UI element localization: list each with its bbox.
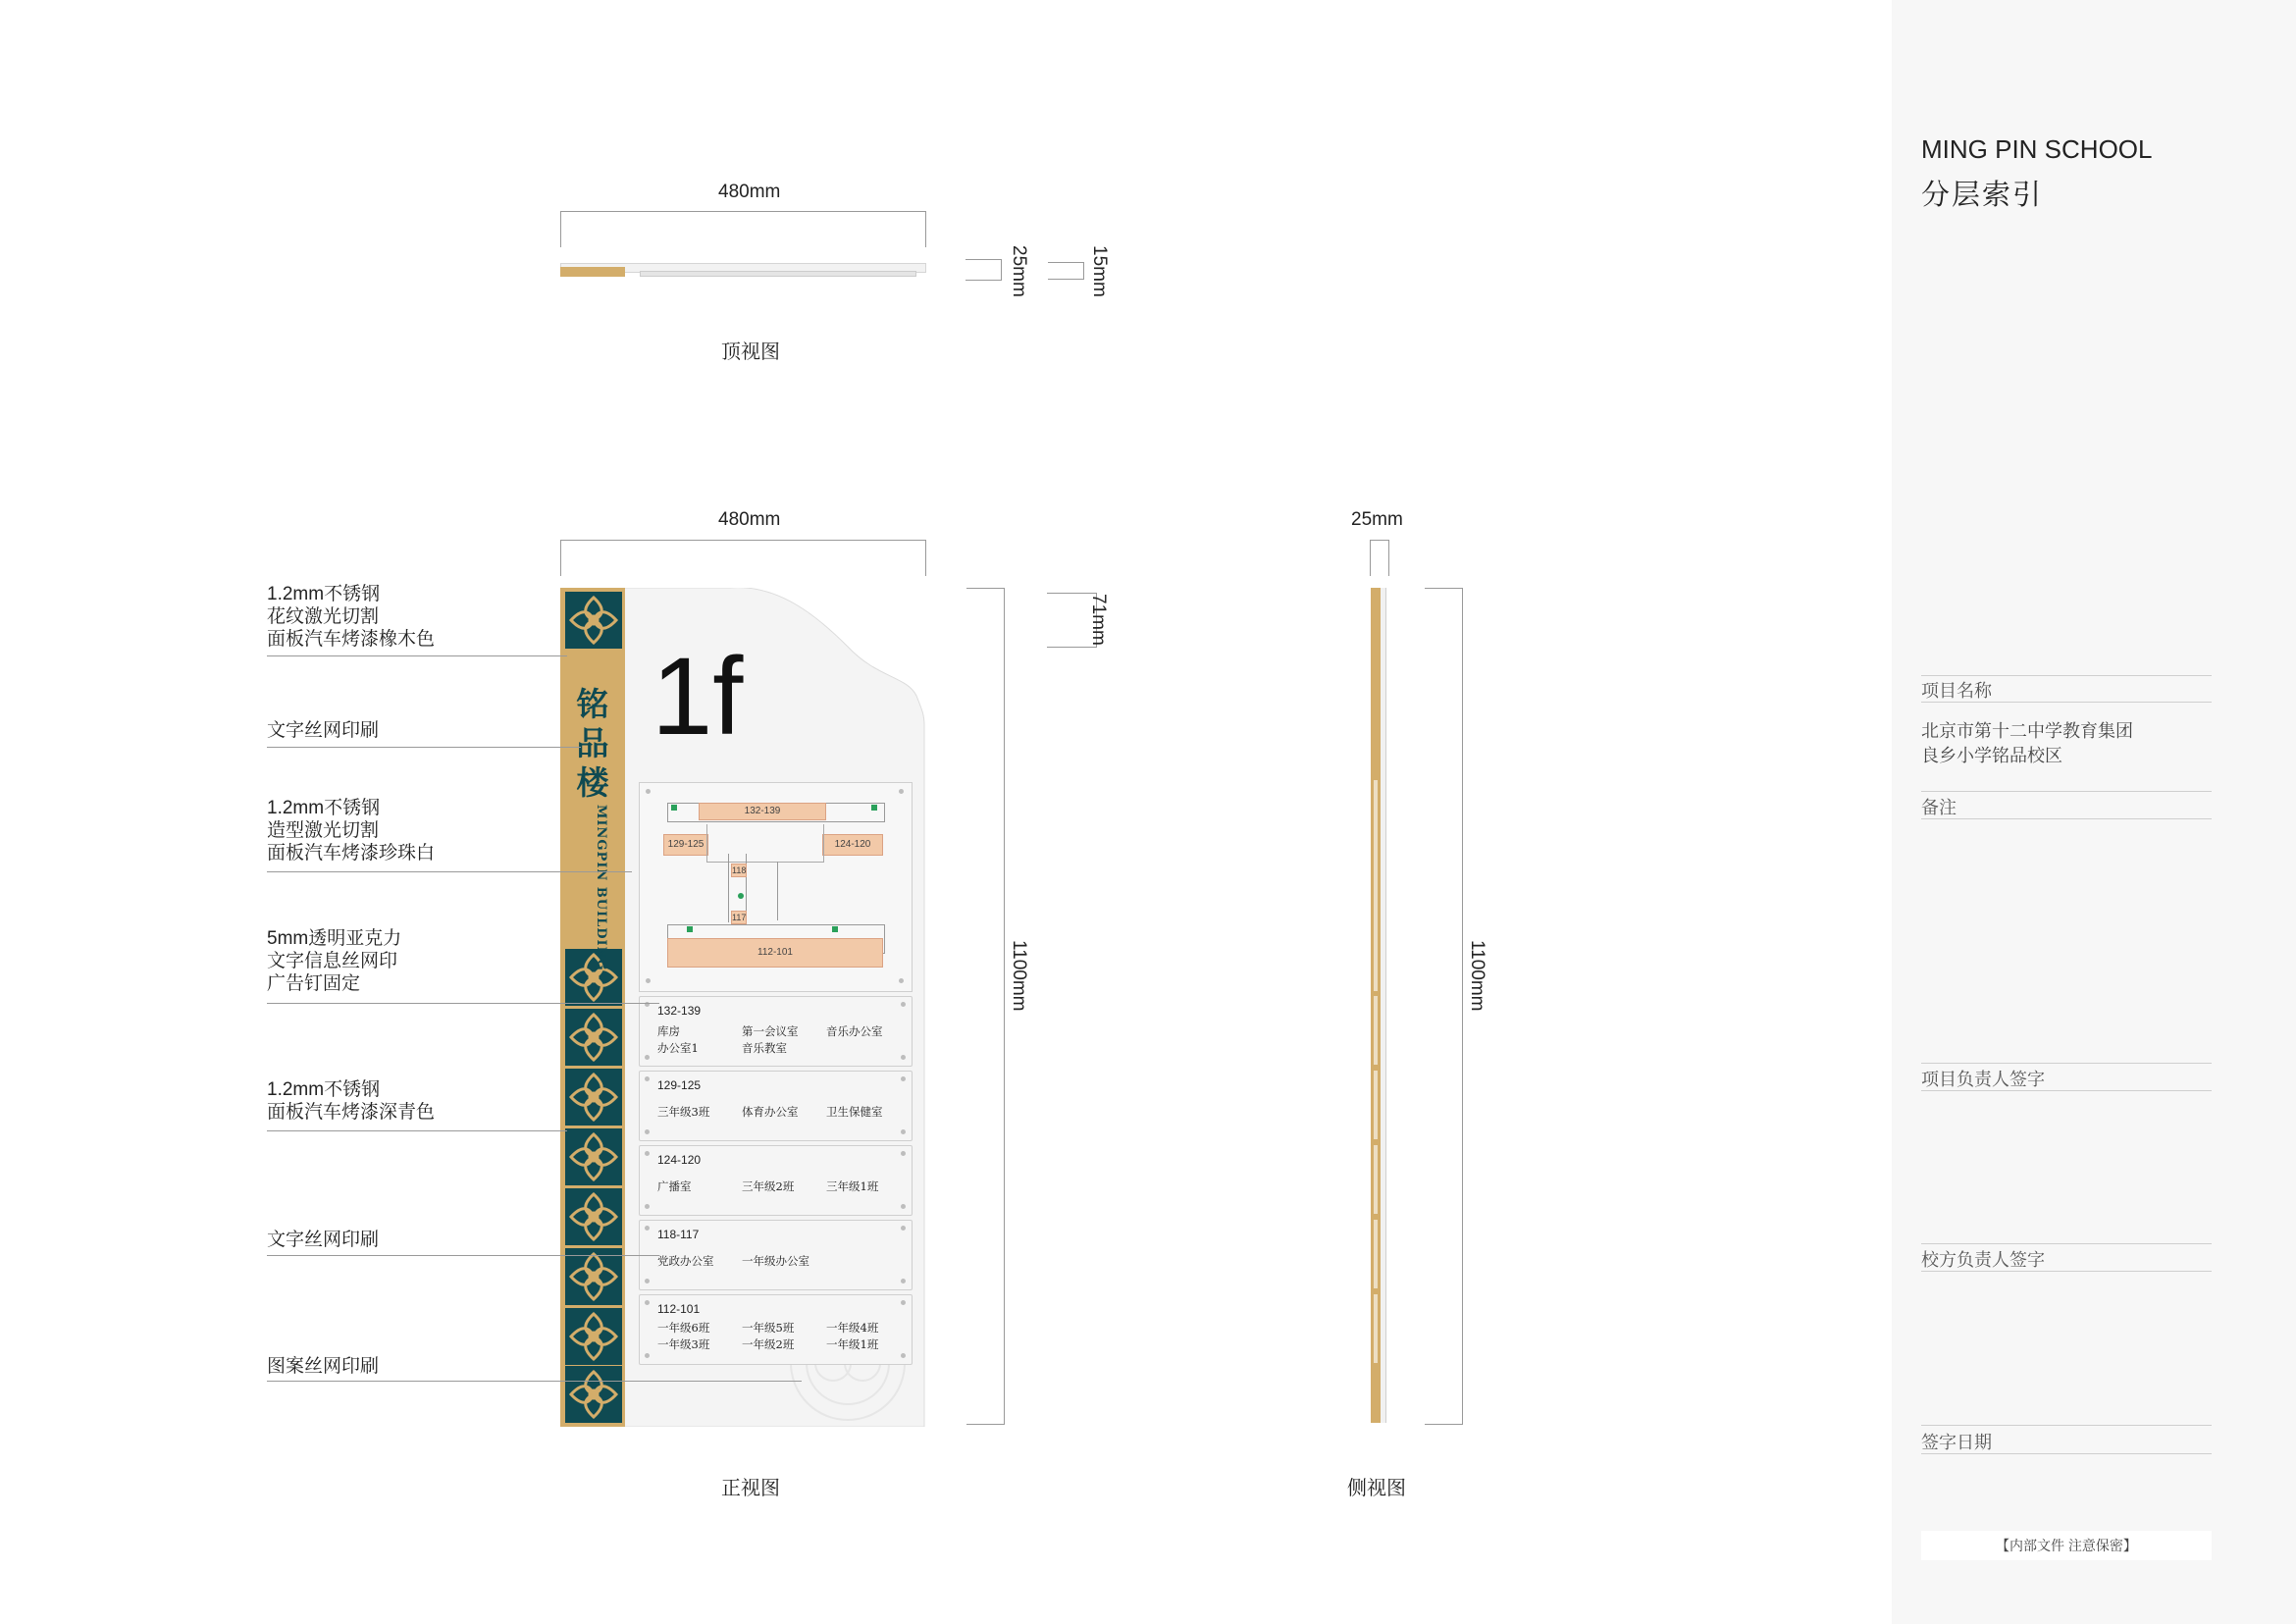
side-height-label: 1100mm	[1467, 940, 1487, 1012]
top-view-gold-edge	[560, 267, 625, 277]
card-range: 112-101	[657, 1302, 701, 1316]
top-view-acrylic	[640, 271, 916, 277]
card-range: 129-125	[657, 1078, 702, 1092]
map-room-mid1: 118	[732, 865, 747, 875]
side-height-dimension	[1425, 588, 1463, 1425]
divider	[1921, 791, 2212, 792]
front-height-label: 1100mm	[1009, 940, 1029, 1012]
pattern-column-icon	[565, 949, 622, 1423]
map-outline-middle	[706, 824, 824, 863]
top-thickness-label: 25mm	[1009, 245, 1029, 297]
leader-line	[267, 655, 567, 656]
card-range: 124-120	[657, 1153, 702, 1167]
top-offset-label: 71mm	[1088, 594, 1109, 646]
exit-icon	[871, 805, 877, 811]
side-standoff	[1374, 996, 1378, 1065]
project-name-label: 项目名称	[1921, 681, 1992, 701]
side-standoff	[1374, 780, 1378, 991]
building-name-cn: 铭品楼	[576, 685, 609, 802]
card-row: 党政办公室 一年级办公室	[657, 1254, 809, 1268]
divider	[1921, 1453, 2212, 1454]
divider	[1921, 1243, 2212, 1244]
callout-teal-steel: 1.2mm不锈钢 面板汽车烤漆深青色	[267, 1079, 436, 1123]
room-card	[639, 1220, 913, 1290]
signature-date-label: 签字日期	[1921, 1433, 1992, 1452]
side-standoff	[1374, 1294, 1378, 1363]
room-card	[639, 1071, 913, 1141]
exit-icon	[687, 926, 693, 932]
school-lead-signature-label: 校方负责人签字	[1921, 1250, 2045, 1270]
card-row: 一年级3班 一年级2班 一年级1班	[657, 1337, 879, 1351]
divider	[1921, 1425, 2212, 1426]
front-view-caption: 正视图	[721, 1478, 780, 1499]
leader-line	[267, 1130, 567, 1131]
side-standoff	[1374, 1220, 1378, 1288]
remarks-label: 备注	[1921, 798, 1957, 817]
leader-line	[267, 747, 581, 748]
divider	[1921, 675, 2212, 676]
project-lead-signature-label: 项目负责人签字	[1921, 1070, 2045, 1089]
side-width-dimension	[1370, 540, 1389, 576]
card-range: 118-117	[657, 1228, 700, 1241]
front-width-label: 480mm	[718, 509, 781, 530]
top-view-caption: 顶视图	[721, 341, 780, 363]
card-range: 132-139	[657, 1004, 702, 1018]
map-room-bottom: 112-101	[667, 938, 883, 968]
top-thickness-dimension	[965, 259, 1002, 281]
exit-icon	[671, 805, 677, 811]
top-width-label: 480mm	[718, 182, 781, 202]
callout-oak-steel: 1.2mm不锈钢 花纹激光切割 面板汽车烤漆橡木色	[267, 584, 436, 650]
leader-line	[267, 1381, 802, 1382]
card-row: 一年级6班 一年级5班 一年级4班	[657, 1321, 879, 1335]
floor-label: 1f	[652, 635, 744, 758]
map-room-right: 124-120	[822, 834, 883, 856]
map-room-mid2: 117	[732, 913, 747, 922]
card-row: 广播室 三年级2班 三年级1班	[657, 1179, 879, 1193]
room-card	[639, 1145, 913, 1216]
divider	[1921, 702, 2212, 703]
pattern-tile-icon	[565, 592, 622, 649]
front-height-dimension	[966, 588, 1005, 1425]
room-card	[639, 996, 913, 1067]
front-width-dimension	[560, 540, 926, 576]
top-panel-dimension	[1048, 262, 1084, 280]
confidential-notice: 【内部文件 注意保密】	[1921, 1531, 2212, 1560]
room-card	[639, 1294, 913, 1365]
side-standoff	[1374, 1071, 1378, 1139]
project-name-line2: 良乡小学铭品校区	[1921, 746, 2062, 765]
divider	[1921, 1271, 2212, 1272]
callout-pearl-steel: 1.2mm不锈钢 造型激光切割 面板汽车烤漆珍珠白	[267, 798, 436, 864]
callout-text-print: 文字丝网印刷	[267, 1230, 380, 1250]
page-title: 分层索引	[1921, 180, 2044, 211]
leader-line	[267, 1255, 659, 1256]
divider	[1921, 1063, 2212, 1064]
card-row: 办公室1 音乐教室	[657, 1041, 787, 1055]
divider	[1921, 818, 2212, 819]
callout-screen-print: 文字丝网印刷	[267, 720, 380, 741]
project-name-line1: 北京市第十二中学教育集团	[1921, 721, 2133, 741]
side-width-label: 25mm	[1351, 509, 1403, 530]
map-wall	[728, 854, 729, 922]
side-view-caption: 侧视图	[1347, 1478, 1406, 1499]
map-room-left: 129-125	[663, 834, 708, 856]
side-acrylic-profile	[1381, 588, 1386, 1423]
card-row: 三年级3班 体育办公室 卫生保健室	[657, 1105, 883, 1119]
floor-map	[639, 782, 913, 992]
exit-icon	[738, 893, 744, 899]
leader-line	[267, 871, 632, 872]
map-wall	[777, 862, 778, 920]
school-name-en: MING PIN SCHOOL	[1921, 134, 2153, 164]
callout-acrylic: 5mm透明亚克力 文字信息丝网印 广告钉固定	[267, 928, 402, 994]
map-room-top: 132-139	[699, 803, 826, 820]
leader-line	[267, 1003, 659, 1004]
card-row: 库房 第一会议室 音乐办公室	[657, 1024, 883, 1038]
top-width-dimension	[560, 211, 926, 247]
callout-pattern-print: 图案丝网印刷	[267, 1356, 380, 1377]
exit-icon	[832, 926, 838, 932]
divider	[1921, 1090, 2212, 1091]
top-panel-label: 15mm	[1089, 245, 1110, 297]
building-name-en: MINGPIN BUILDING	[594, 805, 608, 971]
side-standoff	[1374, 1145, 1378, 1214]
